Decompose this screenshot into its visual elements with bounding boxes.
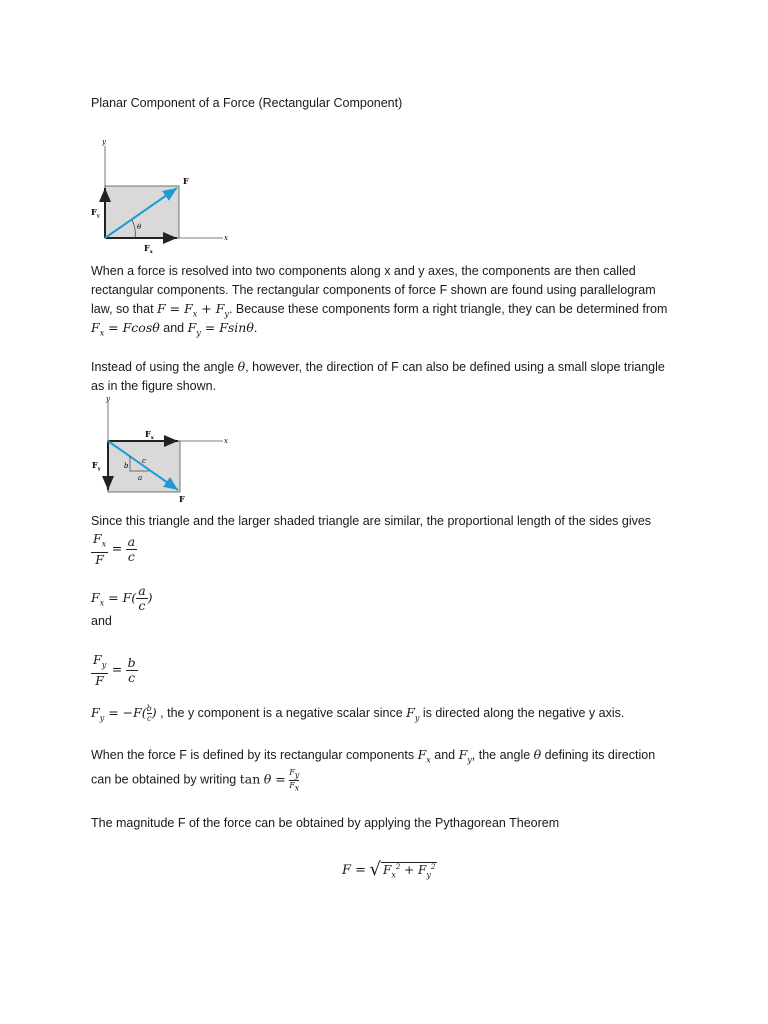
f-label: F [183, 176, 189, 186]
a-label: a [138, 474, 143, 482]
eq-fy-over-f: $\frac{F_y}{F}$ = $\frac{b}{c}$ [93, 652, 136, 688]
figure-slope-triangle [88, 394, 248, 510]
b-label: b [124, 462, 129, 470]
fy-label: F [91, 207, 97, 217]
para2-line1: Instead of using the angle θ, however, the direction of F can also be defined using a small slope triangle [91, 359, 665, 374]
fx-sub: x [149, 249, 153, 255]
para5-line1: When the force F is defined by its rectangular components $F_x$ and $F_y$, the angle θ defining its direction [91, 747, 656, 765]
svg-text:Fx [144, 243, 154, 255]
fx-label: F [144, 243, 150, 253]
x-label: x [224, 234, 228, 242]
eq-fx-over-f: $\frac{F_x}{F}$ = $\frac{a}{c}$ [93, 531, 136, 567]
svg-text:Fx: $F_x$ [145, 429, 154, 441]
fy-sub: y [96, 213, 100, 219]
para1-line1: When a force is resolved into two components along x and y axes, the components are then called [91, 264, 636, 278]
fx-label-2: F [145, 429, 151, 439]
and-word: and [91, 614, 112, 628]
para4-line1: $F_y = -F$( $\frac{b}{c}$ ) , the y component is a negative scalar since $F_y$ is directed along the negative y axis. [91, 704, 625, 724]
x-label-2: x [224, 437, 228, 445]
theta-label: θ [137, 223, 142, 231]
svg-text:Fy: $F_y$ [92, 460, 101, 472]
para2-line2: as in the figure shown. [91, 379, 217, 393]
y-label-2: y [106, 395, 110, 403]
para1-line2: rectangular components. The rectangular components of force F shown are found using parallelogram [91, 283, 656, 297]
eq-pythagorean: F = √ $F_x^2 + F_y^2$ [342, 859, 436, 881]
para5-line2: can be obtained by writing tan θ = $\frac{F_y}{F_x}$ [91, 768, 300, 793]
figure-rectangular-components [88, 136, 248, 256]
fy-label-2: F [92, 460, 98, 470]
f-label-2: F [179, 494, 185, 504]
eq-fx: $F_x = F$( $\frac{a}{c}$ ) [91, 583, 153, 613]
para3-line1: Since this triangle and the larger shaded triangle are similar, the proportional length of the sides gives [91, 514, 652, 528]
svg-text:Fy [91, 207, 101, 219]
para1-line4: $F_x = Fcos\theta$ and $F_y = Fsin\theta$. [91, 320, 258, 338]
y-label: y [102, 138, 106, 146]
c-label: c [142, 457, 146, 465]
para1-line3: law, so that $F = F_x + F_y$. Because these components form a right triangle, they can be determined from [91, 301, 668, 319]
para6-line1: The magnitude F of the force can be obtained by applying the Pythagorean Theorem [91, 816, 560, 830]
page-title: Planar Component of a Force (Rectangular Component) [91, 96, 403, 110]
